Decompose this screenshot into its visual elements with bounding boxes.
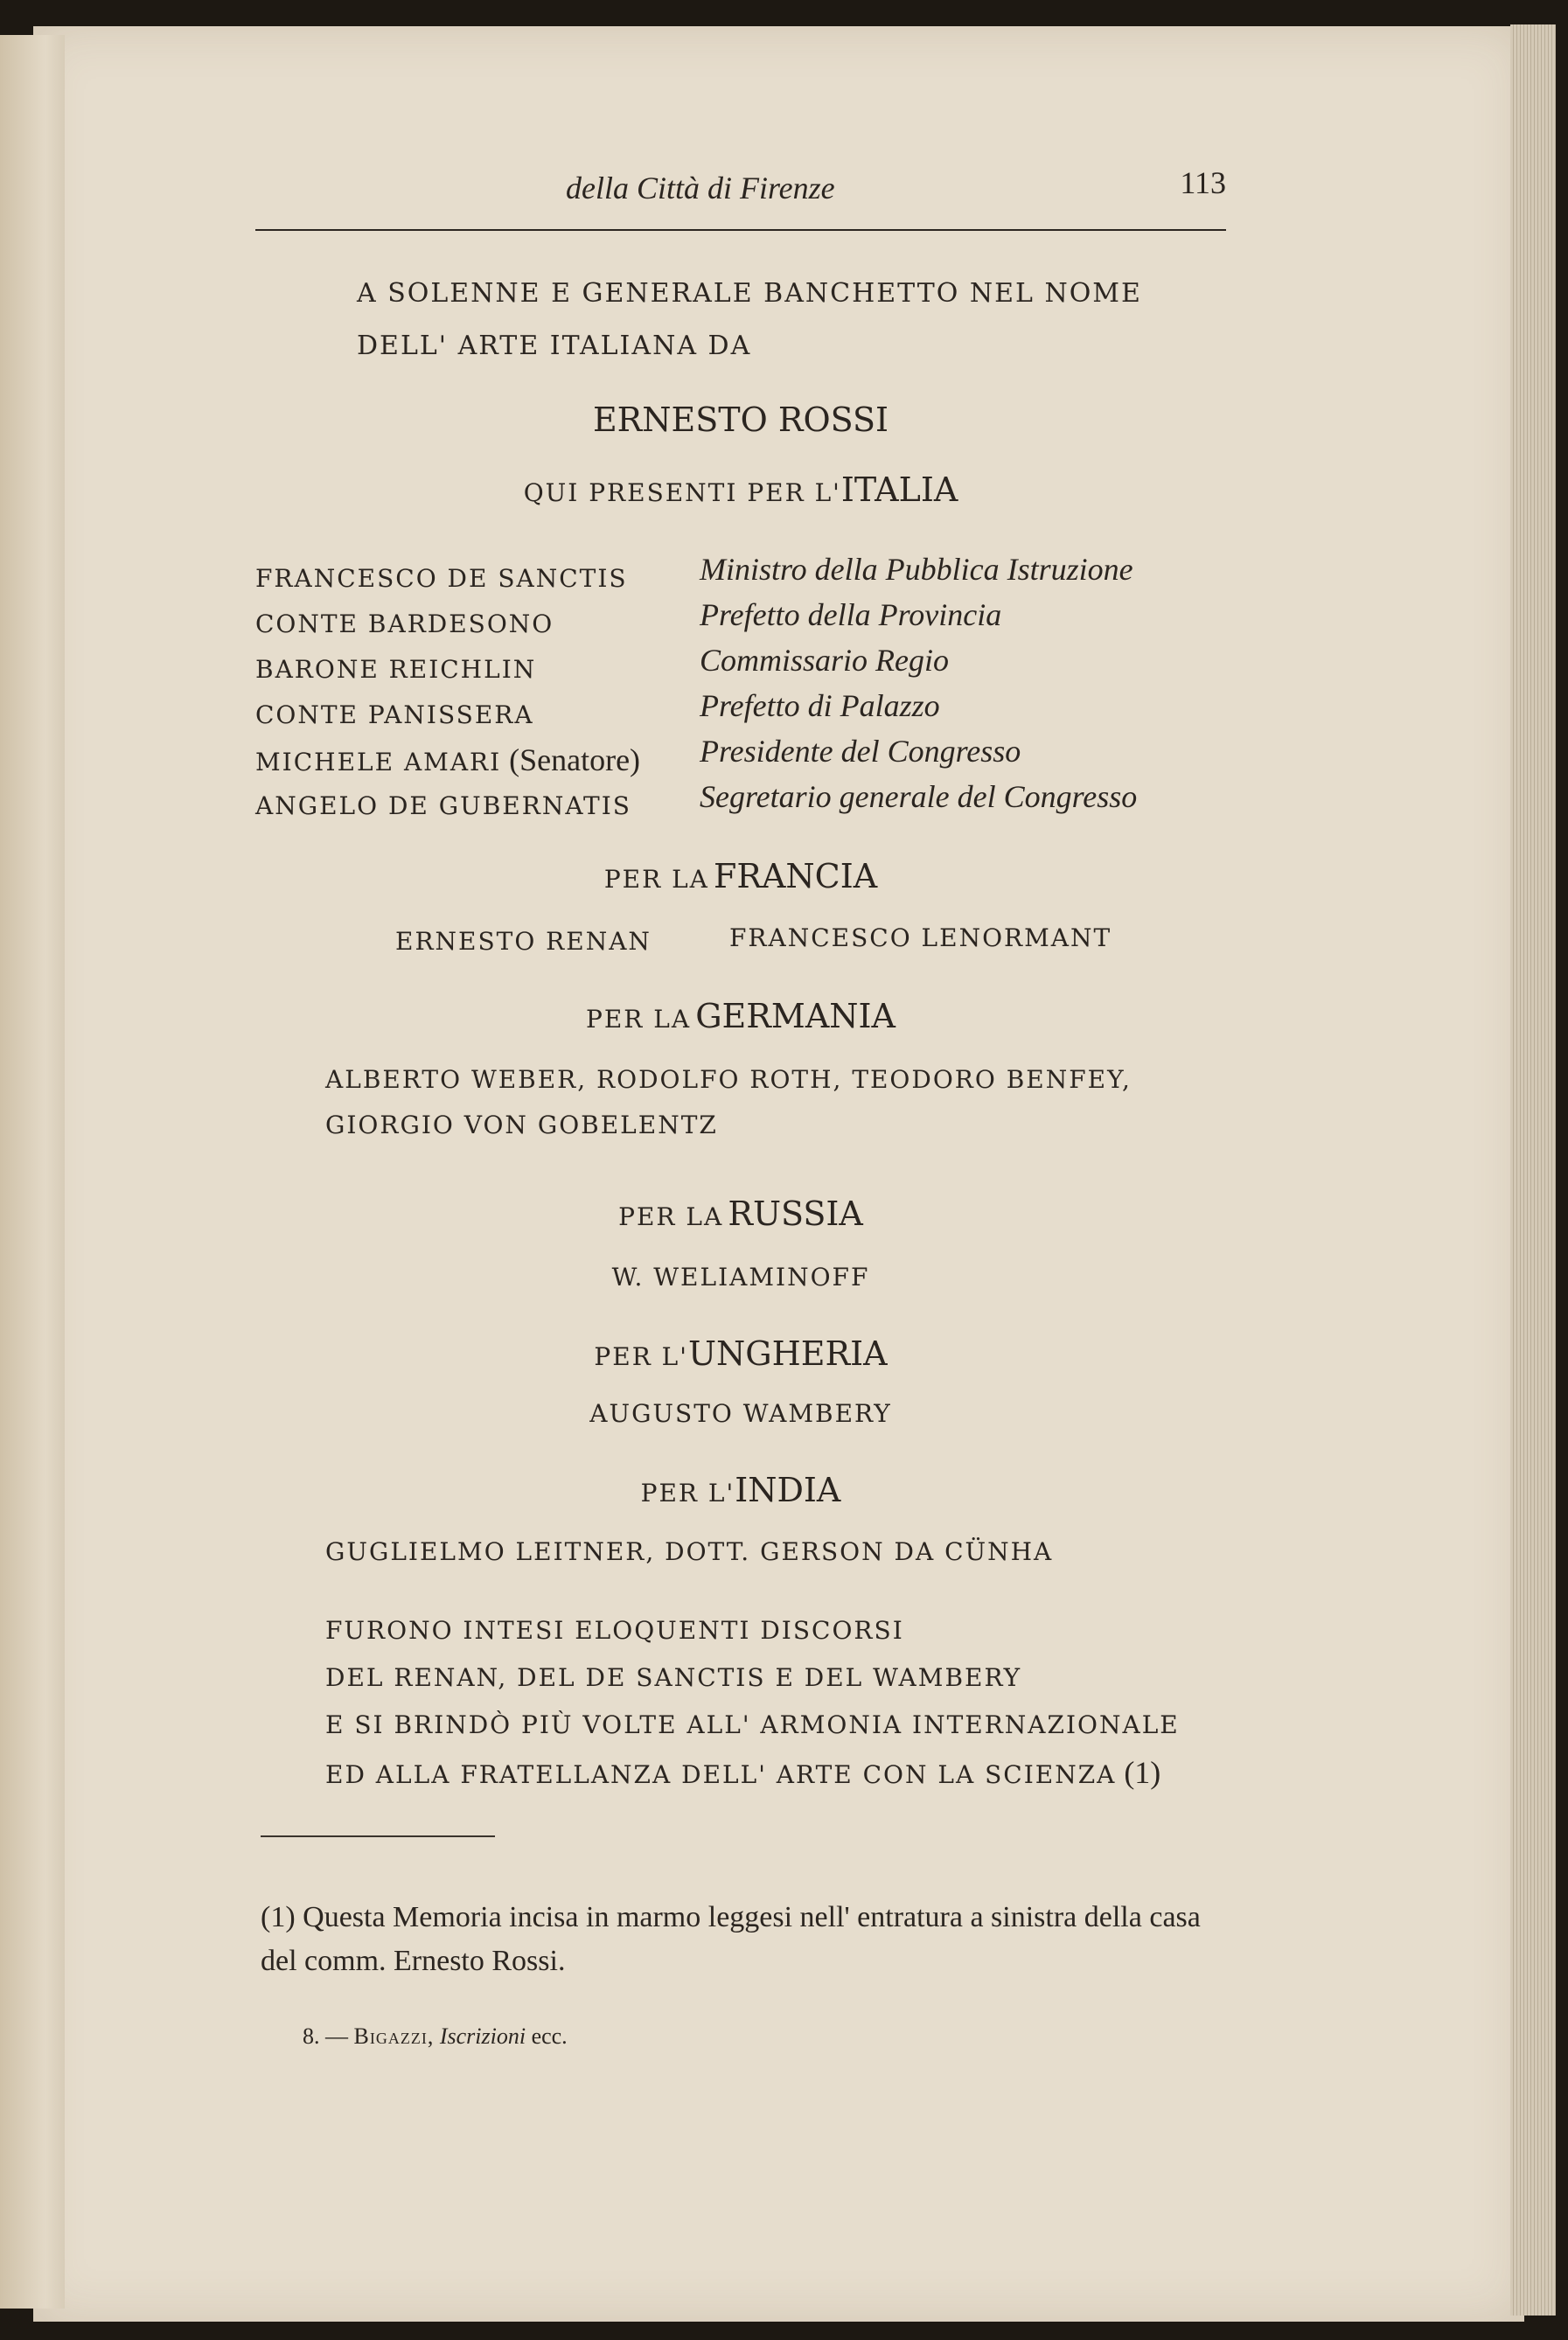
attendee-name: CONTE BARDESONO [255,609,554,638]
signature-author: Bigazzi, [353,2023,435,2049]
attendee-name: FRANCESCO DE SANCTIS [255,564,628,593]
francia-name: ERNESTO RENAN [395,927,652,956]
attendee-name: MICHELE AMARI [255,748,502,777]
closing-line-3: E SI BRINDÒ PIÙ VOLTE ALL' ARMONIA INTERNAZIONALE [325,1710,1180,1739]
germania-line-2: GIORGIO VON GOBELENTZ [325,1111,718,1139]
footnote-reference: (1) [1124,1755,1161,1790]
germania-line-1: ALBERTO WEBER, RODOLFO ROTH, TEODORO BENFEY, [325,1065,1132,1094]
india-prefix: PER L' [640,1479,735,1508]
russia-heading [255,1194,1226,1233]
footnote-text: (1) Questa Memoria incisa in marmo leggesi nell' entratura a sinistra della casa del comm. Ernesto Rossi. [261,1901,1201,1977]
francia-name: FRANCESCO LENORMANT [729,923,1112,952]
header-title: della Città di Firenze [566,171,835,205]
attendee-role: Prefetto di Palazzo [700,688,940,723]
italia-heading-prefix: QUI PRESENTI PER L' [523,478,841,507]
francia-country: FRANCIA [713,857,878,895]
attendee-name: BARONE REICHLIN [255,655,537,684]
running-header [255,150,1226,231]
attendee-role: Prefetto della Provincia [700,597,1002,632]
francia-prefix: PER LA [603,865,709,894]
ungheria-name: AUGUSTO WAMBERY [589,1399,892,1428]
attendee-name: CONTE PANISSERA [255,700,534,729]
host-name: ERNESTO ROSSI [592,400,889,439]
germania-prefix: PER LA [586,1005,692,1034]
intro-line-1: A SOLENNE E GENERALE BANCHETTO NEL NOME [357,278,1142,309]
india-country: INDIA [735,1471,841,1509]
attendee-role: Segretario generale del Congresso [700,779,1138,814]
signature-mark [303,2023,568,2050]
ungheria-prefix: PER L' [594,1342,688,1371]
italia-heading [255,470,1226,509]
russia-country: RUSSIA [728,1194,863,1233]
signature-number: 8. — [303,2023,348,2049]
footnote-rule [261,1835,495,1837]
page-number: 113 [1180,165,1226,200]
italia-heading-country: ITALIA [840,470,958,509]
signature-work: Iscrizioni [439,2023,526,2049]
closing-line-1: FURONO INTESI ELOQUENTI DISCORSI [325,1616,904,1645]
attendee-role: Ministro della Pubblica Istruzione [700,552,1133,587]
germania-heading [255,997,1226,1035]
ungheria-heading [255,1334,1226,1373]
francia-heading [255,857,1226,895]
attendee-name-with-note [255,742,640,778]
signature-suffix: ecc. [531,2023,568,2049]
intro-line-2: DELL' ARTE ITALIANA DA [357,331,752,361]
attendee-role: Presidente del Congresso [700,734,1021,769]
attendee-role: Commissario Regio [700,643,950,678]
page-edges [1510,24,1556,2316]
ungheria-country: UNGHERIA [687,1334,888,1373]
russia-name: W. WELIAMINOFF [611,1263,870,1292]
closing-line-4-wrap [325,1754,1160,1791]
india-heading [255,1471,1226,1509]
page-gutter [0,35,65,2309]
closing-line-4: ED ALLA FRATELLANZA DELL' ARTE CON LA SCIENZA [325,1760,1117,1789]
closing-line-2: DEL RENAN, DEL DE SANCTIS E DEL WAMBERY [325,1663,1022,1692]
attendee-name: ANGELO DE GUBERNATIS [255,791,631,820]
attendee-note: (Senatore) [509,742,641,777]
india-names: GUGLIELMO LEITNER, DOTT. GERSON DA CÜNHA [325,1537,1054,1566]
russia-prefix: PER LA [618,1202,724,1231]
germania-country: GERMANIA [695,997,896,1035]
